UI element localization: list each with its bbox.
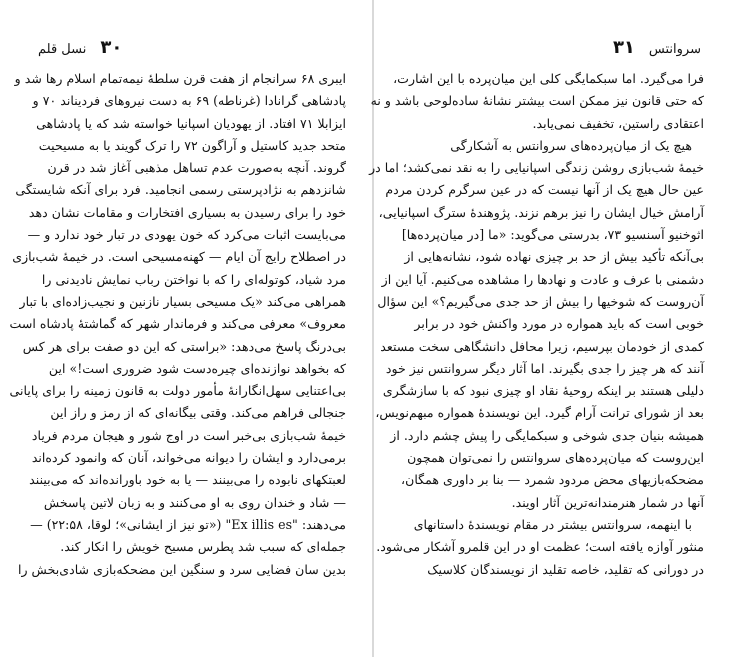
running-head: نسل قلم <box>38 42 87 57</box>
text-line: خود را برای رسیدن به بسیاری افتخارات و مقامات نشان دهد <box>28 204 346 220</box>
text-line: ایبری ۶۸ سرانجام از هفت قرن سلطهٔ نیمه‌تمام اسلام رها شد و <box>14 71 346 86</box>
text-line: آنها در شمار هنرمندانه‌ترین آثار اویند. <box>511 494 704 510</box>
text-line: برمی‌دارد و ایشان را دیوانه می‌خواند، آنان که وانمود کرده‌اند <box>31 450 346 466</box>
text-line: جمله‌ای که سبب شد پطرس مسیح خویش را انکار کند. <box>60 539 346 555</box>
text-line: خیمهٔ شب‌بازی بی‌خبر است در اوج شور و هیجان مردم فریاد <box>31 427 346 443</box>
text-line: لعبتکهای نابوده را می‌بینند — یا به خود باورانده‌اند که می‌بینند <box>29 472 346 488</box>
text-line: گروند. آنچه به‌صورت عدم تساهل مذهبی آغاز شد در قرن <box>47 160 346 176</box>
text-line: متحد جدید کاستیل و آراگون ۷۲ را ترک گویند یا به مسیحیت <box>38 137 346 153</box>
right-page-body <box>369 68 704 581</box>
text-line: آرامش خیال ایشان را نیز برهم نزند. پژوهندهٔ سترگ اسپانیایی، <box>378 204 704 220</box>
text-line: خوبی است که باید همواره در مورد واکنش خود در برابر <box>414 316 704 332</box>
text-line: مرد شیاد، کوتوله‌ای را که با نواختن رباب نمایش نادیدنی را <box>41 271 346 287</box>
text-line: منثور آوازه یافته است؛ عظمت او در این قلمرو آشکار می‌شود. <box>376 539 704 555</box>
text-line: آن‌روست که شوخیها را بیش از حد جدی می‌گیریم؟» این سؤال <box>377 293 704 309</box>
right-page <box>369 0 746 657</box>
text-line: هیچ یک از میان‌پرده‌های سروانتس به آشکارگی <box>450 137 692 153</box>
left-page-header <box>38 37 122 58</box>
text-line: کمدی از خودمان بپرسیم، زیرا محافل دانشگاهی سخت مستعد <box>380 338 704 354</box>
text-line: خیمهٔ شب‌بازی روشن زندگی اسپانیایی را به نقد نمی‌کشد؛ اما در <box>369 160 704 176</box>
text-line: شانزدهم به نژادپرستی رسمی انجامید. فرد برای آنکه شایستگی <box>15 182 346 198</box>
text-line: عین حال هیچ یک از آنها نیست که در عین سرگرم کردن مردم <box>385 182 704 198</box>
right-page-header <box>613 37 701 58</box>
text-line: همراهی می‌کند «یک مسیحی بسیار نازنین و نجیب‌زاده‌ای با تبار <box>19 293 346 309</box>
page-number: ۳۰ <box>100 37 123 58</box>
text-line: بی‌درنگ پاسخ می‌دهد: «براستی که این دو صفت برای هر کس <box>22 338 346 354</box>
text-line: معروف» معرفی می‌کند و فرماندار شهر که گماشتهٔ پادشاه است <box>9 316 346 332</box>
page-number: ۳۱ <box>612 37 635 58</box>
text-line: جنجالی فراهم می‌کند. وقتی بیگانه‌ای که از رمز و راز این <box>50 405 346 421</box>
text-line: بی‌اعتنایی سهل‌انگارانهٔ مأمور دولت به قانون زمینه را برای پایانی <box>9 383 346 399</box>
text-line: ایزابلا ۷۱ افتاد. از یهودیان اسپانیا خواسته شد که یا پادشاهی <box>36 115 346 131</box>
text-line: در اصطلاح رایج آن ایام — کهنه‌مسیحی است. در خیمهٔ شب‌بازی <box>12 249 346 265</box>
text-line: اعتقادی راستین، تخفیف نمی‌یابد. <box>532 115 704 131</box>
text-line: دلیلی هستند بر اینکه روحیهٔ نقاد او چیزی نبود که با سازشگری <box>382 383 704 399</box>
text-line: همیشه بنیان جدی شوخی و سبکمایگی را پیش چشم دارد. از <box>390 427 704 443</box>
text-line: فرا می‌گیرد. اما سبکمایگی کلی این میان‌پرده با این اشارت، <box>393 71 704 86</box>
text-line: که حتی قانون نیز ممکن است بیشتر نشانهٔ ساده‌لوحی باشد و نه <box>370 93 704 109</box>
text-line: بی‌آنکه تأکید بیش از حد بر چیزی نهاده شود، نشانه‌هایی از <box>404 249 704 265</box>
text-line: — شاد و خندان روی به او می‌کنند و به زبان لاتین پاسخش <box>43 494 346 510</box>
running-head: سروانتس <box>648 42 701 57</box>
text-line: با اینهمه، سروانتس بیشتر در مقام نویسندهٔ داستانهای <box>413 516 692 532</box>
text-line: پادشاهی گرانادا (غرناطه) ۶۹ به دست نیروهای فردیناند ۷۰ و <box>32 93 346 109</box>
text-line: این‌روست که میان‌پرده‌های سروانتس را نمی‌توان همچون <box>407 450 704 466</box>
text-line: می‌دهند: "Ex illis es" («تو نیز از ایشانی»؛ لوقا، ۲۲:۵۸) — <box>30 516 346 532</box>
text-line: دشمنی با عرف و عادت و نهادها را مشاهده می‌کنیم. آیا این از <box>381 271 704 287</box>
text-line: بعد از شورای ترانت آرام گیرد. این نویسندهٔ همواره مبهم‌نویس، <box>375 405 704 421</box>
text-line: آنند که هر چیز را جدی بگیرند. اما آثار دیگر سروانتس نیز خود <box>385 360 704 376</box>
left-page-body <box>9 68 346 581</box>
text-line: می‌بایست اثبات می‌کرد که خون یهودی در تبار خود ندارد و — <box>27 227 346 243</box>
text-line: اثوخنیو آسنسیو ۷۳، بدرستی می‌گوید: «ما [در میان‌پرده‌ها] <box>401 227 704 243</box>
text-line: بدین سان فضایی سرد و سنگین این مضحکه‌بازی شادی‌بخش را <box>17 561 346 577</box>
text-line: مضحکه‌بازیهای محض مردود شمرد — بنا بر داوری همگان، <box>401 472 704 488</box>
text-line: در دورانی که تقلید، خاصه تقلید از نویسندگان کلاسیک <box>427 561 704 577</box>
text-line: که بخواهد نوازنده‌ای چیره‌دست شود ضروری است!» این <box>48 360 346 376</box>
